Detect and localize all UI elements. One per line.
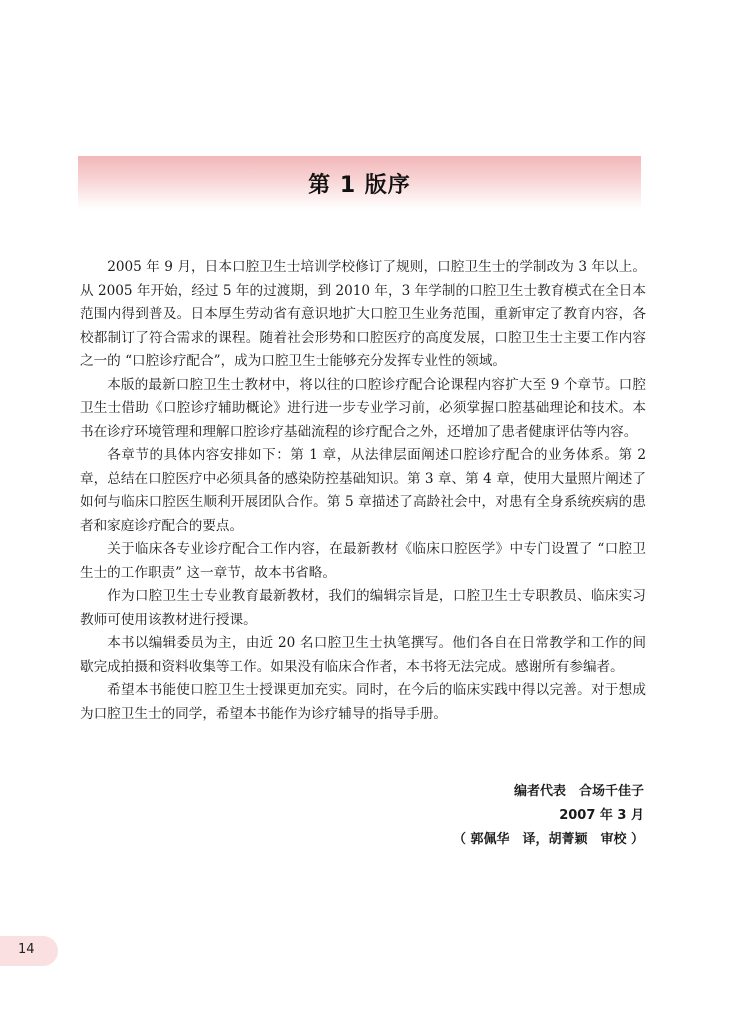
translator-credit: （ 郭佩华 译，胡菁颖 审校 ）	[452, 832, 644, 847]
signature-date: 2007 年 3 月	[559, 808, 644, 823]
page-number-tab	[0, 936, 58, 966]
paragraph: 2005 年 9 月，日本口腔卫生士培训学校修订了规则，口腔卫生士的学制改为 3 年以上。从 2005 年开始，经过 5 年的过渡期，到 2010 年，3 年学制的口腔卫生士教育模式在全日本范围内得到普及。日本厚生劳动省有意识地扩大口腔卫生业务范围，重新审定了教育内容，各校都制订了符合需求的课程。随着社会形势和口腔医疗的高度发展，口腔卫生士主要工作内容之一的 “口腔诊疗配合”，成为口腔卫生士能够充分发挥专业性的领域。	[80, 259, 646, 369]
paragraph: 关于临床各专业诊疗配合工作内容，在最新教材《临床口腔医学》中专门设置了 “口腔卫生士的工作职责” 这一章节，故本书省略。	[80, 541, 646, 581]
paragraph: 各章节的具体内容安排如下：第 1 章，从法律层面阐述口腔诊疗配合的业务体系。第 2 章，总结在口腔医疗中必须具备的感染防控基础知识。第 3 章、第 4 章，使用大量照片阐述了如何与临床口腔医生顺利开展团队合作。第 5 章描述了高龄社会中，对患有全身系统疾病的患者和家庭诊疗配合的要点。	[80, 447, 646, 534]
paragraph: 本版的最新口腔卫生士教材中，将以往的口腔诊疗配合论课程内容扩大至 9 个章节。口腔卫生士借助《口腔诊疗辅助概论》进行进一步专业学习前，必须掌握口腔基础理论和技术。本书在诊疗环境管理和理解口腔诊疗基础流程的诊疗配合之外，还增加了患者健康评估等内容。	[80, 376, 646, 440]
page-number: 14	[18, 942, 35, 957]
title-band	[78, 156, 641, 210]
paragraph: 希望本书能使口腔卫生士授课更加充实。同时，在今后的临床实践中得以完善。对于想成为口腔卫生士的同学，希望本书能作为诊疗辅导的指导手册。	[80, 682, 646, 722]
preface-body	[80, 256, 646, 726]
page-title: 第 1 版序	[308, 173, 411, 198]
paragraph: 本书以编辑委员为主，由近 20 名口腔卫生士执笔撰写。他们各自在日常教学和工作的间歇完成拍摄和资料收集等工作。如果没有临床合作者，本书将无法完成。感谢所有参编者。	[80, 635, 646, 675]
signature-block	[453, 780, 644, 852]
paragraph: 作为口腔卫生士专业教育最新教材，我们的编辑宗旨是，口腔卫生士专职教员、临床实习教师可使用该教材进行授课。	[80, 588, 646, 628]
editor-representative: 编者代表 合场千佳子	[513, 784, 644, 799]
